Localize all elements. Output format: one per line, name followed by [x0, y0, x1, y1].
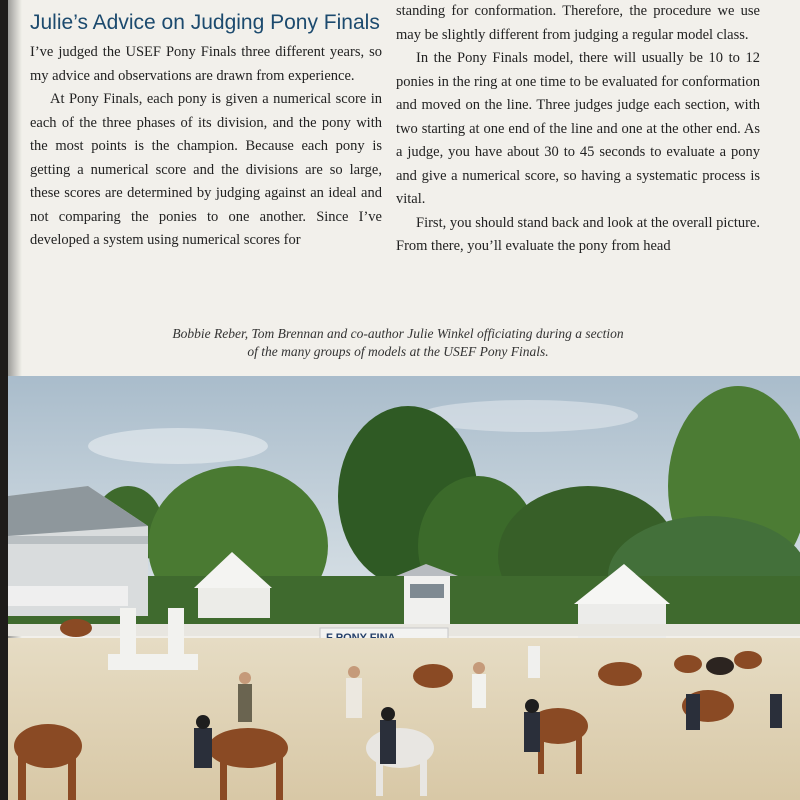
paragraph: I’ve judged the USEF Pony Finals three different years, so my advice and observations are drawn from experience. [30, 44, 382, 84]
paragraph: standing for conformation. Therefore, the procedure we use may be slightly different from judging a regular model class. [396, 3, 760, 43]
caption-line: Bobbie Reber, Tom Brennan and co-author Julie Winkel officiating during a section [172, 326, 624, 341]
photo-illustration [8, 376, 800, 800]
article-heading: Julie’s Advice on Judging Pony Finals [30, 11, 380, 34]
judges-tower [396, 564, 458, 634]
paragraph: At Pony Finals, each pony is given a numerical score in each of the three phases of its division, and the pony with the most points is the champion. Because each pony is getting a numerical score and the divisions are so large, these scores are determined by judging against an ideal and not comparing the ponies to one another. Since I’ve developed a system using numerical scores for [30, 91, 382, 248]
right-text-column [396, 0, 760, 259]
left-text-column [30, 0, 382, 253]
photo-caption [128, 325, 668, 361]
paragraph: In the Pony Finals model, there will usually be 10 to 12 ponies in the ring at one time to be evaluated for conformation and moved on the line. Three judges judge each section, with two starting at one end of the line and one at the other end. As a judge, you have about 30 to 45 seconds to evaluate a pony and give a numerical score, so having a systematic process is vital. [396, 50, 760, 207]
horse-show-photo [8, 376, 800, 800]
cloud [88, 428, 268, 464]
caption-line: of the many groups of models at the USEF Pony Finals. [247, 344, 549, 359]
paragraph: First, you should stand back and look at the overall picture. From there, you’ll evaluate the pony from head [396, 214, 760, 254]
